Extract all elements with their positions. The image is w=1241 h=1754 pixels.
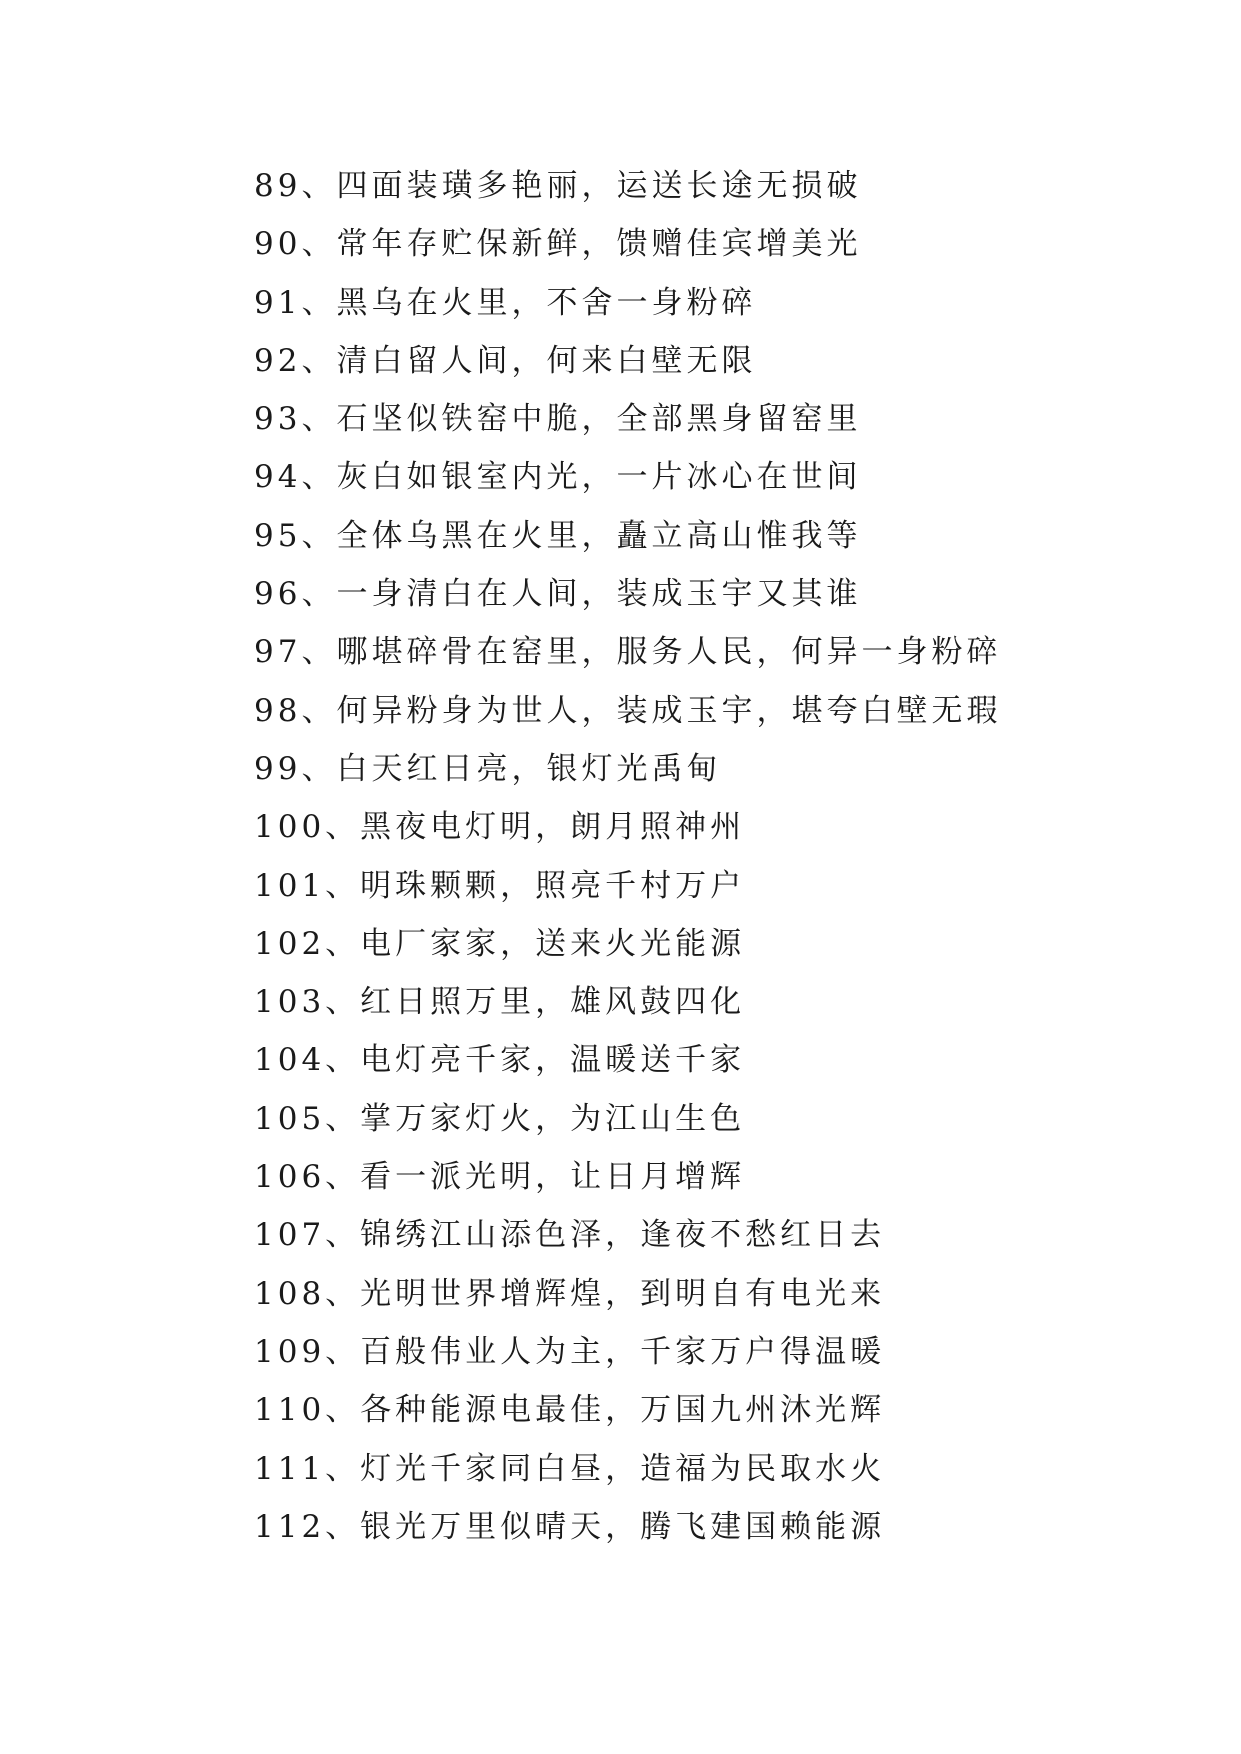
couplet-line: 103、红日照万里，雄风鼓四化 [254, 984, 746, 1021]
couplet-line: 110、各种能源电最佳，万国九州沐光辉 [254, 1392, 886, 1429]
couplet-line: 89、四面装璜多艳丽，运送长途无损破 [254, 168, 862, 204]
couplet-line: 98、何异粉身为世人，装成玉宇，堪夸白壁无瑕 [254, 692, 1002, 729]
couplet-line: 105、掌万家灯火，为江山生色 [254, 1100, 746, 1137]
couplet-line: 106、看一派光明，让日月增辉 [254, 1159, 746, 1196]
couplet-line: 111、灯光千家同白昼，造福为民取水火 [254, 1450, 886, 1487]
couplet-line: 109、百般伟业人为主，千家万户得温暖 [254, 1333, 886, 1370]
couplet-line: 96、一身清白在人间，装成玉宇又其谁 [254, 576, 862, 613]
couplet-line: 95、全体乌黑在火里，矗立高山惟我等 [254, 517, 862, 554]
couplet-line: 90、常年存贮保新鲜，馈赠佳宾增美光 [254, 226, 862, 263]
couplet-line: 104、电灯亮千家，温暖送千家 [254, 1042, 746, 1079]
couplet-list [254, 157, 1001, 1556]
couplet-line: 94、灰白如银室内光，一片冰心在世间 [254, 459, 862, 496]
couplet-line: 92、清白留人间，何来白壁无限 [254, 342, 757, 379]
couplet-line: 108、光明世界增辉煌，到明自有电光来 [254, 1275, 886, 1312]
couplet-line: 107、锦绣江山添色泽，逢夜不愁红日去 [254, 1217, 886, 1254]
couplet-line: 91、黑乌在火里，不舍一身粉碎 [254, 284, 757, 321]
couplet-line: 99、白天红日亮，银灯光禹甸 [254, 750, 722, 787]
couplet-line: 100、黑夜电灯明，朗月照神州 [254, 809, 746, 846]
couplet-line: 93、石坚似铁窑中脆，全部黑身留窑里 [254, 401, 862, 438]
couplet-line: 101、明珠颗颗，照亮千村万户 [254, 867, 746, 904]
couplet-line: 97、哪堪碎骨在窑里，服务人民，何异一身粉碎 [254, 634, 1002, 671]
couplet-line: 102、电厂家家，送来火光能源 [254, 925, 746, 962]
couplet-line: 112、银光万里似晴天，腾飞建国赖能源 [254, 1508, 886, 1545]
